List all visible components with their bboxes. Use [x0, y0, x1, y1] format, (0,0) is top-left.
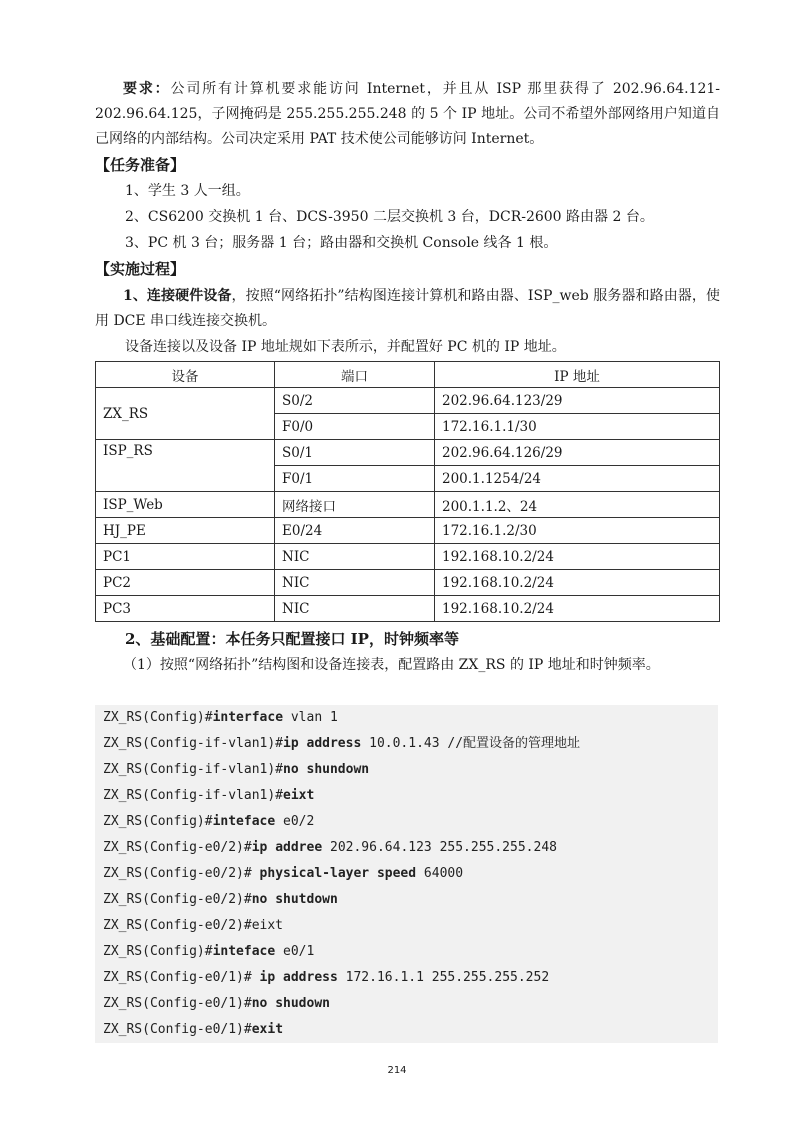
table-header-row — [96, 362, 720, 388]
table-cell-device: ISP_RS — [96, 440, 275, 492]
code-args: e0/1 — [275, 944, 315, 959]
table-cell-ip: 172.16.1.1/30 — [435, 414, 720, 440]
code-command: exit — [251, 1022, 284, 1037]
step2-heading: 2、基础配置：本任务只配置接口 IP，时钟频率等 — [125, 630, 459, 648]
code-prompt: ZX_RS(Config-e0/2)# — [103, 840, 252, 855]
code-prompt: ZX_RS(Config-if-vlan1)# — [103, 762, 284, 777]
table-intro: 设备连接以及设备 IP 地址规如下表所示，并配置好 PC 机的 IP 地址。 — [125, 339, 566, 355]
code-command: eixt — [283, 788, 315, 803]
requirement-label: 要求： — [123, 81, 171, 97]
code-prompt: ZX_RS(Config-if-vlan1)# — [103, 736, 284, 751]
code-command: no shutdown — [251, 892, 338, 907]
code-command: no shudown — [251, 996, 330, 1011]
code-command: ip address — [283, 736, 362, 751]
table-cell-device: PC2 — [96, 570, 275, 596]
table-row — [96, 518, 720, 544]
table-cell-port: E0/24 — [275, 518, 435, 544]
table-cell-port: S0/1 — [275, 440, 435, 466]
prep-item: 1、学生 3 人一组。 — [125, 183, 250, 199]
code-prompt: ZX_RS(Config-e0/1)# — [103, 1022, 252, 1037]
code-args: 10.0.1.43 //配置设备的管理地址 — [361, 736, 581, 751]
table-cell-ip: 172.16.1.2/30 — [435, 518, 720, 544]
table-cell-device: ZX_RS — [96, 388, 275, 440]
code-command: physical-layer speed — [259, 866, 417, 881]
page-number: 214 — [387, 1065, 407, 1076]
table-cell-ip: 192.168.10.2/24 — [435, 544, 720, 570]
code-args: 64000 — [416, 866, 464, 881]
code-prompt: ZX_RS(Config-e0/2)# — [103, 866, 260, 881]
code-line — [103, 995, 330, 1013]
code-prompt: ZX_RS(Config)# — [103, 944, 213, 959]
code-prompt: ZX_RS(Config)# — [103, 814, 213, 829]
table-cell-port: S0/2 — [275, 388, 435, 414]
table-cell-port: NIC — [275, 596, 435, 622]
table-cell-device: HJ_PE — [96, 518, 275, 544]
table-row — [96, 492, 720, 518]
code-prompt: ZX_RS(Config-e0/2)#eixt — [103, 918, 284, 933]
code-command: ip addree — [251, 840, 323, 855]
step2-description: （1）按照“网络拓扑”结构图和设备连接表，配置路由 ZX_RS 的 IP 地址和时钟频率。 — [123, 657, 660, 673]
code-prompt: ZX_RS(Config-if-vlan1)# — [103, 788, 284, 803]
table-cell-device: PC3 — [96, 596, 275, 622]
table-row — [96, 440, 720, 466]
code-command: inteface — [212, 944, 276, 959]
code-command: interface — [212, 710, 284, 725]
prep-item: 3、PC 机 3 台；服务器 1 台；路由器和交换机 Console 线各 1 根。 — [125, 235, 558, 251]
requirement-paragraph — [95, 77, 720, 152]
code-line — [103, 787, 314, 805]
table-row — [96, 388, 720, 414]
table-cell-port: 网络接口 — [275, 492, 435, 518]
table-cell-ip: 192.168.10.2/24 — [435, 596, 720, 622]
code-line — [103, 891, 338, 909]
prep-heading: 【任务准备】 — [95, 156, 186, 174]
code-line — [103, 735, 580, 753]
table-cell-device: PC1 — [96, 544, 275, 570]
table-header-device: 设备 — [96, 362, 275, 388]
code-prompt: ZX_RS(Config-e0/1)# — [103, 996, 252, 1011]
code-command: inteface — [212, 814, 276, 829]
table-cell-port: NIC — [275, 570, 435, 596]
code-line — [103, 813, 314, 831]
code-line — [103, 761, 369, 779]
table-cell-device: ISP_Web — [96, 492, 275, 518]
table-header-ip: IP 地址 — [435, 362, 720, 388]
table-cell-port: F0/1 — [275, 466, 435, 492]
table-header-port: 端口 — [275, 362, 435, 388]
code-args: e0/2 — [275, 814, 315, 829]
code-line — [103, 943, 314, 961]
prep-item: 2、CS6200 交换机 1 台、DCS-3950 二层交换机 3 台，DCR-2600 路由器 2 台。 — [125, 209, 654, 225]
code-line — [103, 865, 463, 883]
code-line — [103, 839, 557, 857]
ip-address-table — [95, 361, 720, 622]
table-row — [96, 596, 720, 622]
code-args: vlan 1 — [283, 710, 338, 725]
table-cell-port: F0/0 — [275, 414, 435, 440]
code-command: no shundown — [283, 762, 370, 777]
table-cell-ip: 200.1.1254/24 — [435, 466, 720, 492]
code-prompt: ZX_RS(Config-e0/2)# — [103, 892, 252, 907]
table-cell-ip: 202.96.64.126/29 — [435, 440, 720, 466]
code-line — [103, 917, 283, 935]
code-line — [103, 1021, 283, 1039]
code-line — [103, 709, 338, 727]
table-cell-ip: 202.96.64.123/29 — [435, 388, 720, 414]
step1-paragraph — [95, 284, 720, 334]
code-args: 172.16.1.1 255.255.255.252 — [337, 970, 550, 985]
process-heading: 【实施过程】 — [95, 260, 186, 278]
table-cell-ip: 200.1.1.2、24 — [435, 492, 720, 518]
code-block — [95, 705, 718, 1043]
table-cell-port: NIC — [275, 544, 435, 570]
code-prompt: ZX_RS(Config-e0/1)# — [103, 970, 260, 985]
step1-text: ，按照“网络拓扑”结构图连接计算机和路由器、ISP_web 服务器和路由器，使用 DCE 串口线连接交换机。 — [95, 288, 720, 329]
table-row — [96, 570, 720, 596]
table-row — [96, 544, 720, 570]
code-prompt: ZX_RS(Config)# — [103, 710, 213, 725]
code-command: ip address — [259, 970, 338, 985]
code-args: 202.96.64.123 255.255.255.248 — [322, 840, 557, 855]
requirement-text: 公司所有计算机要求能访问 Internet，并且从 ISP 那里获得了 202.96.64.121-202.96.64.125，子网掩码是 255.255.255.248 的 5 个 IP 地址。公司不希望外部网络用户知道自己网络的内部结构。公司决定采用 PAT 技术使公司能够访问 Internet。 — [95, 81, 720, 147]
step1-label: 1、连接硬件设备 — [123, 288, 232, 304]
table-cell-ip: 192.168.10.2/24 — [435, 570, 720, 596]
code-line — [103, 969, 549, 987]
